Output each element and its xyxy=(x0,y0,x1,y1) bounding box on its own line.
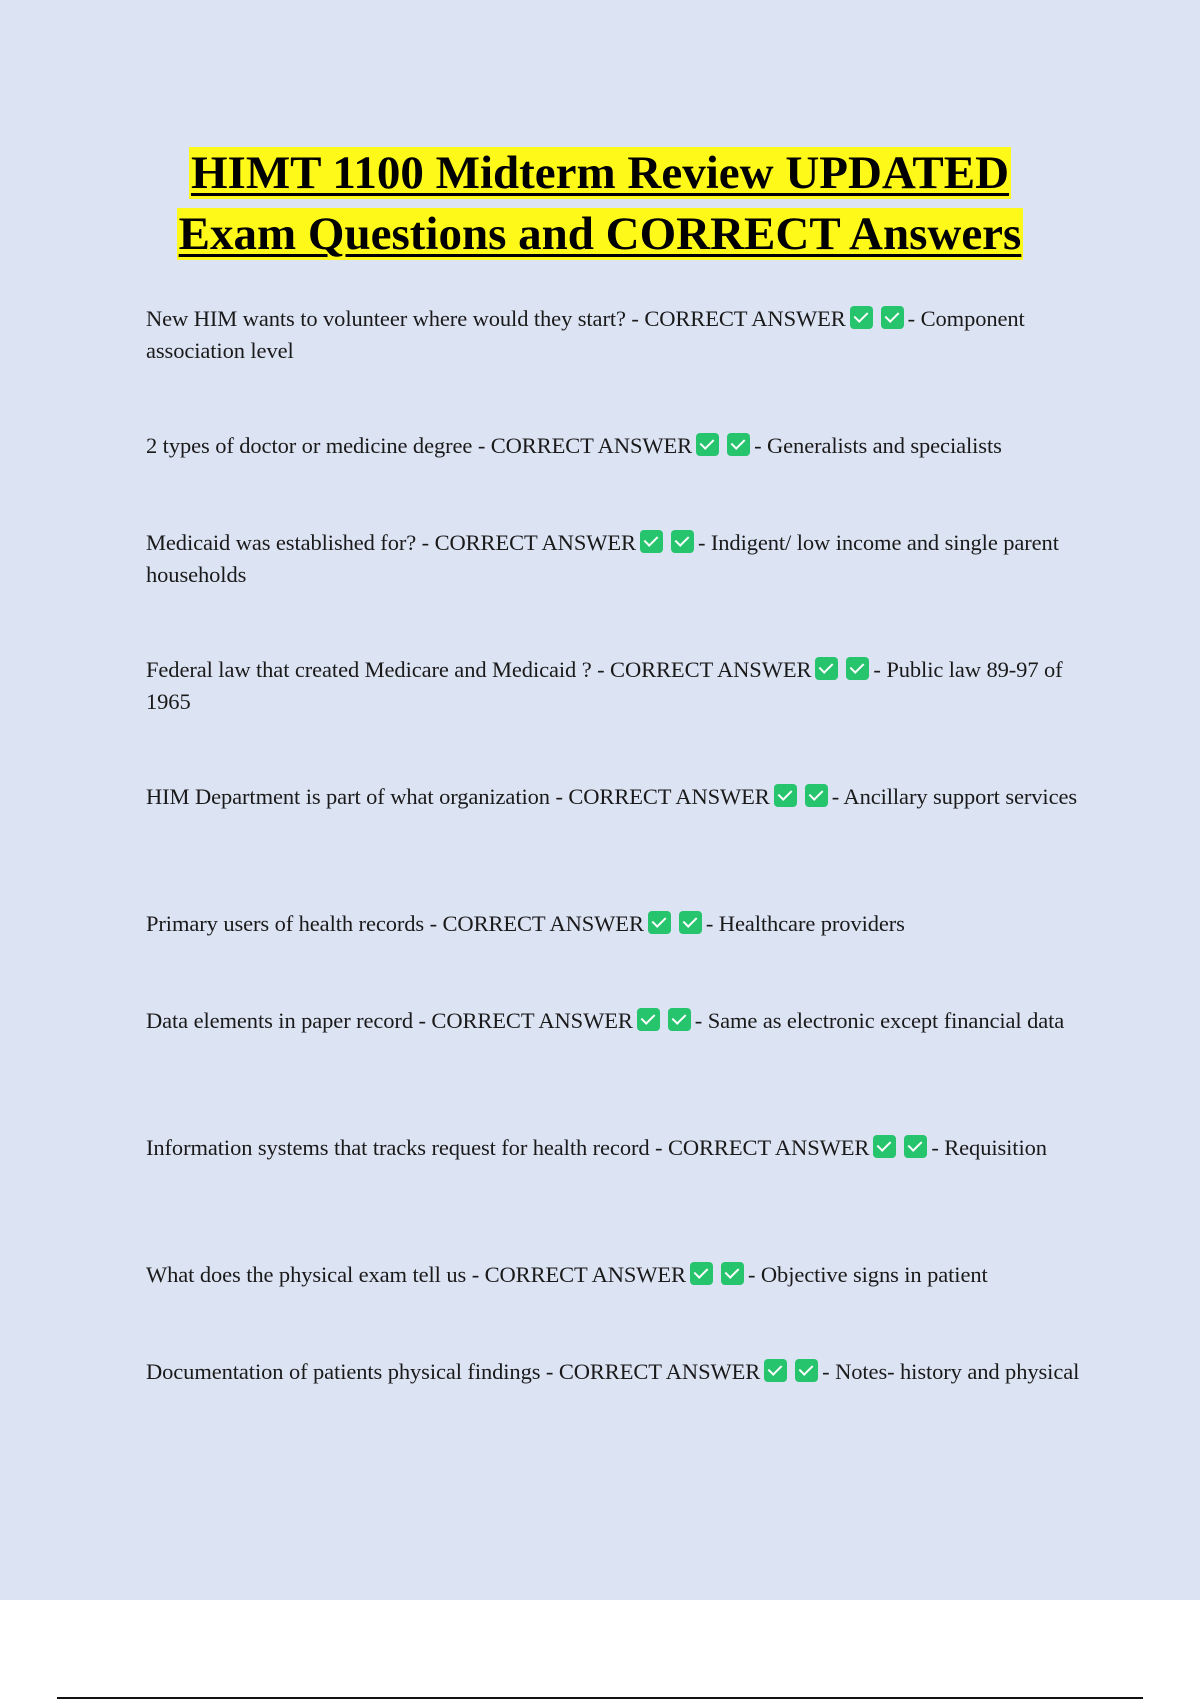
answer-separator: - xyxy=(931,1134,939,1160)
answer-separator: - xyxy=(754,432,762,458)
answer-text: Notes- history and physical xyxy=(835,1358,1080,1384)
answer-separator: - xyxy=(697,529,706,555)
answer-text: Ancillary support services xyxy=(843,783,1078,809)
question-text: HIM Department is part of what organization xyxy=(146,783,550,809)
question-text: Federal law that created Medicare and Medicaid ? xyxy=(146,656,592,682)
check-icon xyxy=(671,530,694,553)
correct-answer-label: - CORRECT ANSWER xyxy=(421,529,636,555)
qa-item xyxy=(146,1259,1086,1291)
correct-answer-label: - CORRECT ANSWER xyxy=(477,432,693,458)
check-icon xyxy=(805,784,828,807)
answer-separator: - xyxy=(907,305,916,331)
question-text: 2 types of doctor or medicine degree xyxy=(146,432,473,458)
answer-text: Component association level xyxy=(146,305,1025,363)
check-icon xyxy=(904,1135,927,1158)
question-text: New HIM wants to volunteer where would they start? xyxy=(146,305,626,331)
check-icon xyxy=(727,433,750,456)
qa-item xyxy=(146,781,1086,813)
qa-item xyxy=(146,1356,1086,1388)
check-icon xyxy=(764,1359,787,1382)
answer-text: Generalists and specialists xyxy=(767,432,1002,458)
check-icon xyxy=(637,1008,660,1031)
page-title xyxy=(0,143,1200,265)
check-icon xyxy=(640,530,663,553)
question-text: Data elements in paper record xyxy=(146,1007,413,1033)
question-text: Primary users of health records xyxy=(146,910,425,936)
check-icon xyxy=(815,657,838,680)
check-icon xyxy=(696,433,719,456)
check-icon xyxy=(881,306,904,329)
check-icon xyxy=(846,657,869,680)
correct-answer-label: - CORRECT ANSWER xyxy=(655,1134,870,1160)
qa-item xyxy=(146,908,1086,940)
answer-text: Requisition xyxy=(944,1134,1047,1160)
answer-separator: - xyxy=(747,1261,756,1287)
check-icon xyxy=(648,911,671,934)
question-text: Documentation of patients physical findings xyxy=(146,1358,541,1384)
check-icon xyxy=(721,1262,744,1285)
answer-text: Same as electronic except financial data xyxy=(707,1007,1065,1033)
answer-text: Public law 89-97 of 1965 xyxy=(146,656,1063,714)
qa-item xyxy=(146,430,1086,462)
answer-separator: - xyxy=(822,1358,830,1384)
correct-answer-label: - CORRECT ANSWER xyxy=(631,305,846,331)
correct-answer-label: - CORRECT ANSWER xyxy=(471,1261,686,1287)
answer-separator: - xyxy=(705,910,714,936)
check-icon xyxy=(873,1135,896,1158)
qa-item xyxy=(146,654,1086,718)
answer-text: Healthcare providers xyxy=(718,910,905,936)
check-icon xyxy=(774,784,797,807)
question-text: What does the physical exam tell us xyxy=(146,1261,467,1287)
check-icon xyxy=(668,1008,691,1031)
check-icon xyxy=(690,1262,713,1285)
correct-answer-label: - CORRECT ANSWER xyxy=(597,656,812,682)
answer-separator: - xyxy=(694,1007,703,1033)
answer-separator: - xyxy=(873,656,881,682)
correct-answer-label: - CORRECT ANSWER xyxy=(555,783,770,809)
qa-item xyxy=(146,527,1086,591)
question-text: Information systems that tracks request for health record xyxy=(146,1134,650,1160)
qa-item xyxy=(146,1132,1086,1164)
check-icon xyxy=(850,306,873,329)
correct-answer-label: - CORRECT ANSWER xyxy=(545,1358,761,1384)
correct-answer-label: - CORRECT ANSWER xyxy=(429,910,644,936)
answer-text: Indigent/ low income and single parent households xyxy=(146,529,1059,587)
answer-separator: - xyxy=(831,783,840,809)
check-icon xyxy=(795,1359,818,1382)
qa-item xyxy=(146,1005,1086,1037)
answer-text: Objective signs in patient xyxy=(760,1261,988,1287)
check-icon xyxy=(679,911,702,934)
title-line-2: Exam Questions and CORRECT Answers xyxy=(178,208,1022,260)
footer-divider xyxy=(57,1697,1143,1699)
correct-answer-label: - CORRECT ANSWER xyxy=(418,1007,633,1033)
title-line-1: HIMT 1100 Midterm Review UPDATED xyxy=(190,147,1010,199)
question-text: Medicaid was established for? xyxy=(146,529,417,555)
qa-item xyxy=(146,303,1086,367)
